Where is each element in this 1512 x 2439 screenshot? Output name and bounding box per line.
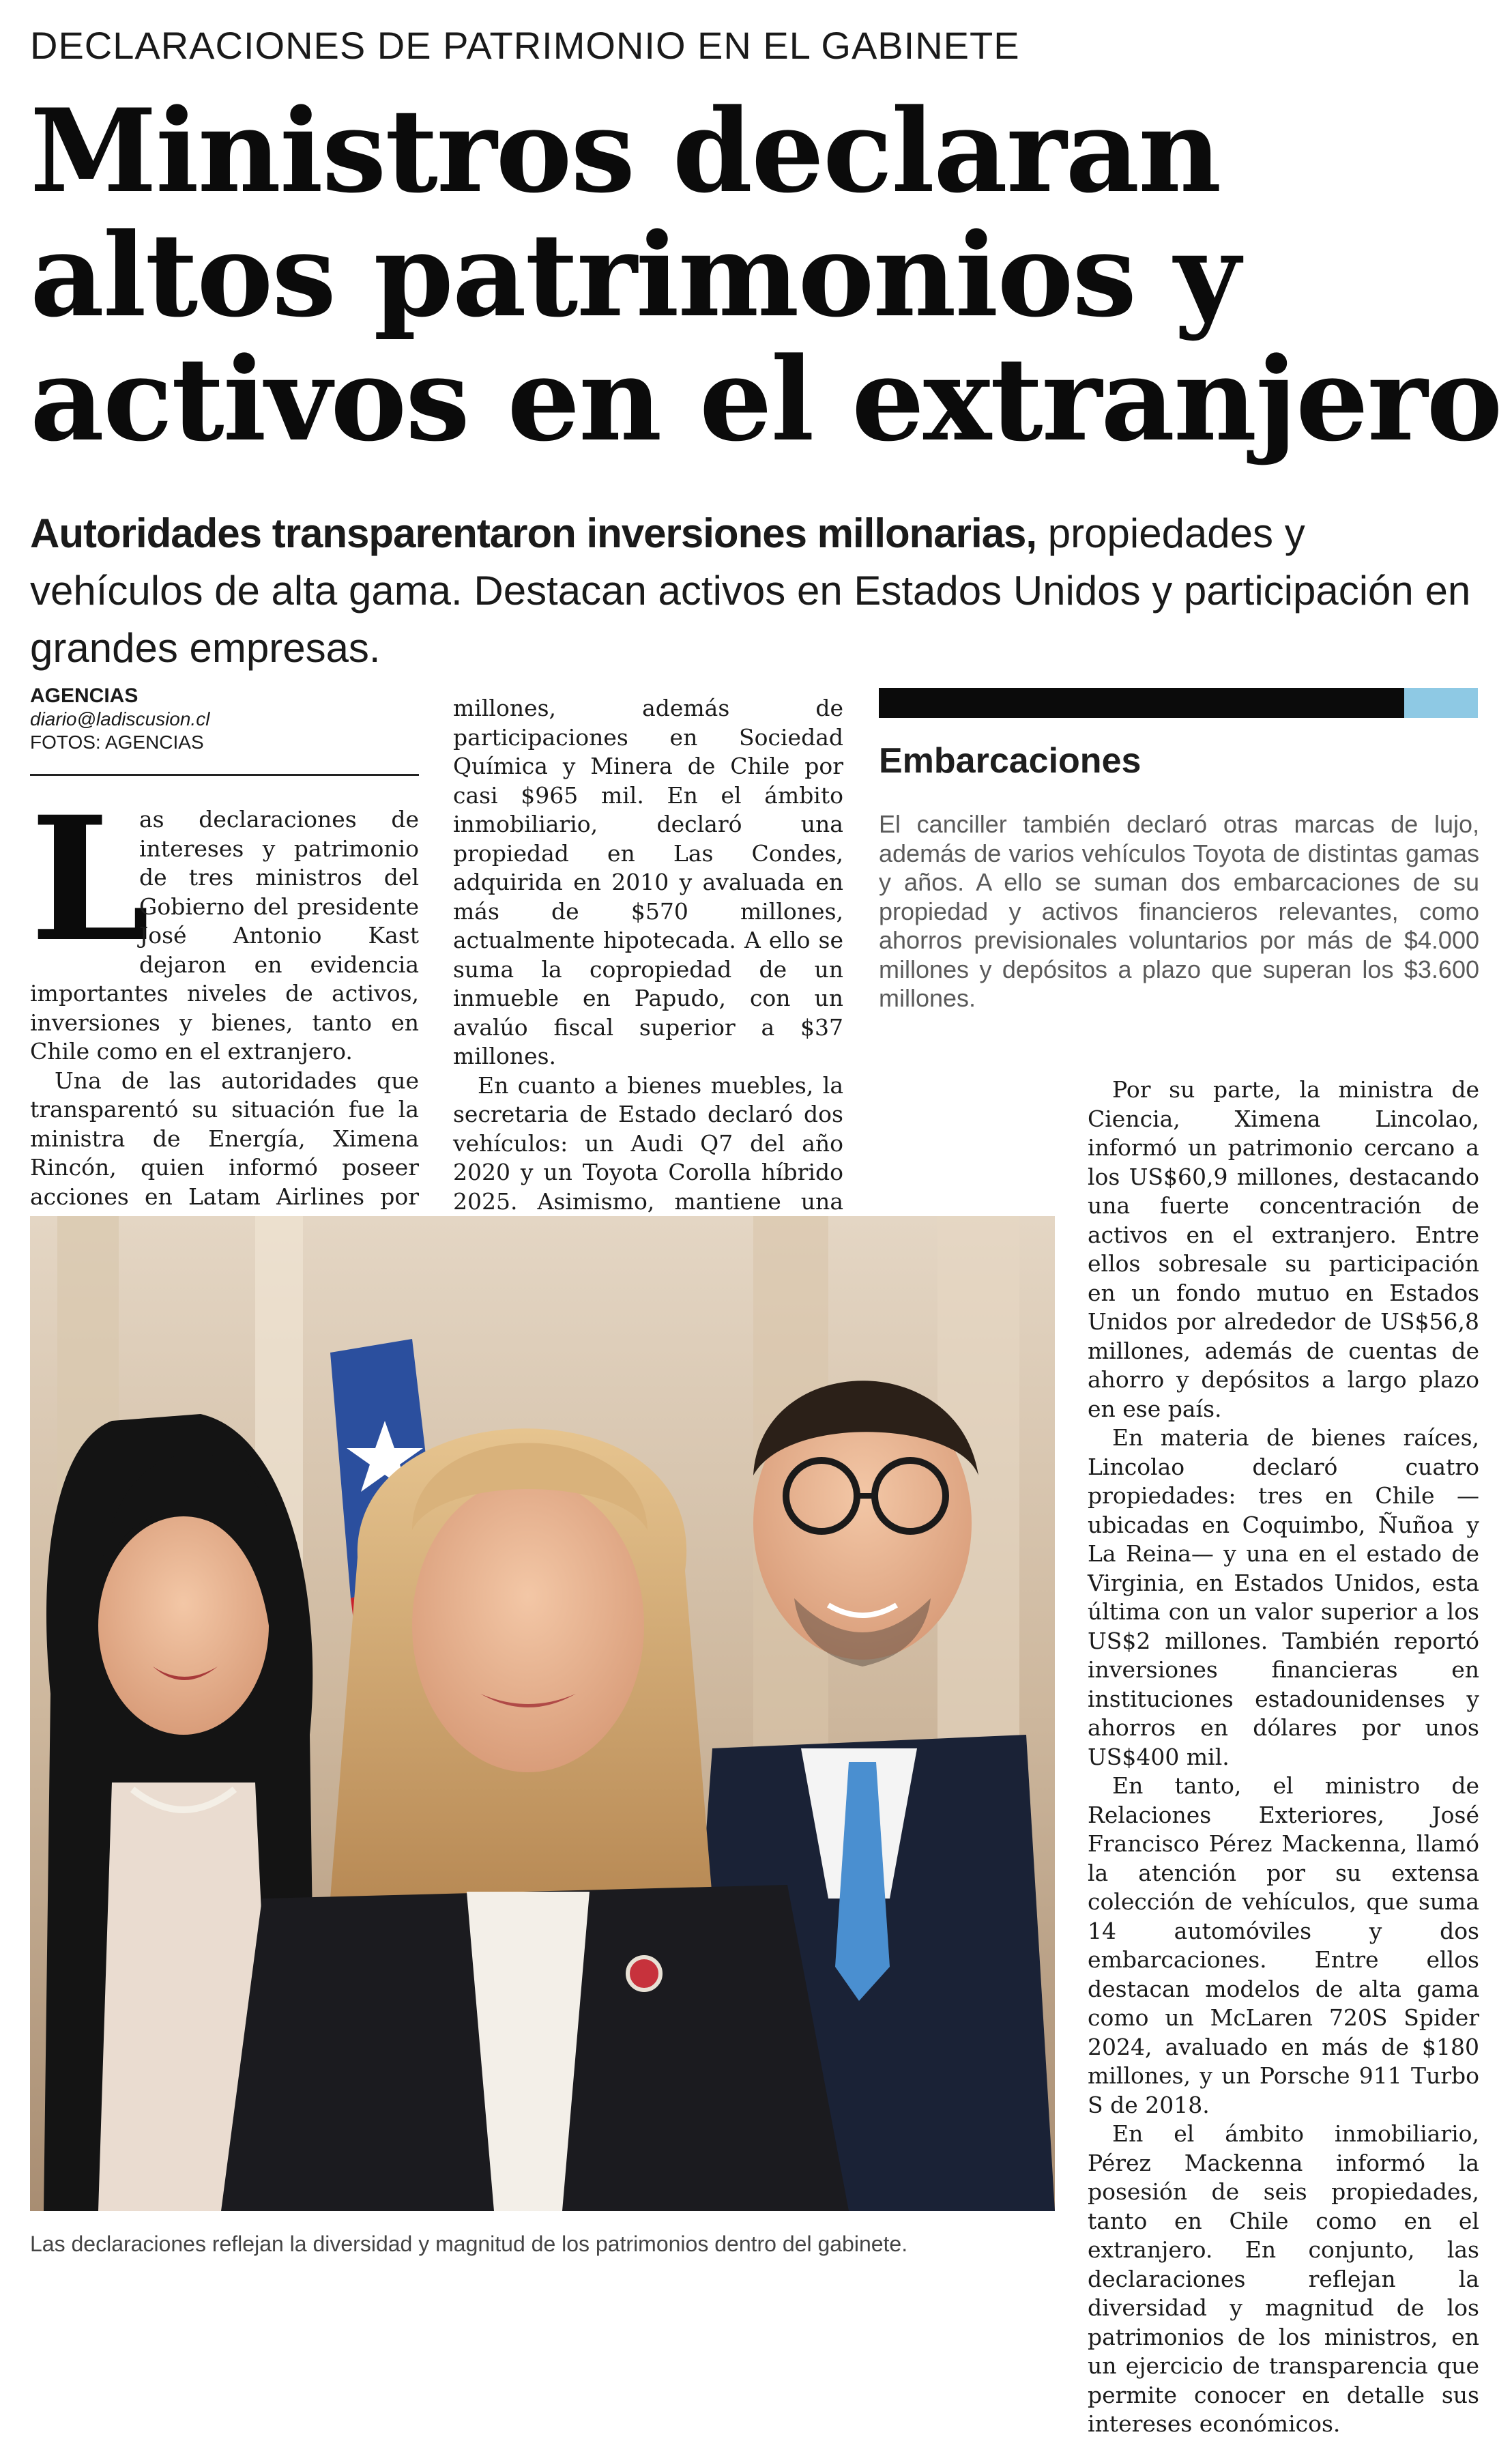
byline-divider bbox=[30, 774, 419, 776]
deck-text: propiedades y vehículos de alta gama. Destacan activos en Estados Unidos y participación en grandes empresas. bbox=[30, 510, 1471, 671]
paragraph: En tanto, el ministro de Relaciones Exteriores, José Francisco Pérez Mackenna, llamó la atención por su extensa colección de vehículos, que suma 14 automóviles y dos embarcaciones. Entre ellos destacan modelos de alta gama como un McLaren 720S Spider 2024, avaluado en más de $180 millones, y un Porsche 911 Turbo S de 2018. bbox=[1088, 1772, 1479, 2118]
article-column-2 bbox=[453, 694, 843, 1274]
deck-bold: Autoridades transparentaron inversiones millonarias, bbox=[30, 510, 1037, 556]
sidebar-body: El canciller también declaró otras marcas de lujo, además de varios vehículos Toyota de distintas gamas y años. A ello se suman dos embarcaciones de su propiedad y activos financieros relevantes, como ahorros previsionales voluntarios por más de $4.000 millones y depósitos a plazo que superan los $3.600 millones. bbox=[879, 810, 1479, 1012]
paragraph: millones, además de participaciones en Sociedad Química y Minera de Chile por casi $965 mil. En el ámbito inmobiliario, declaró una propiedad en Las Condes, adquirida en 2010 y avaluada en más de $570 millones, actualmente hipotecada. A ello se suma la copropiedad de un inmueble en Papudo, con un avalúo fiscal superior a $37 millones. bbox=[453, 695, 843, 1069]
byline-photos: FOTOS: AGENCIAS bbox=[30, 732, 204, 753]
sidebar-title: Embarcaciones bbox=[879, 741, 1142, 781]
byline-email: diario@ladiscusion.cl bbox=[30, 708, 210, 730]
paragraph: Una de las autoridades que transparentó su situación fue la ministra de Energía, Ximena Rincón, quien informó poseer acciones en Latam Airlines por bbox=[30, 1067, 419, 1210]
paragraph: En cuanto a bienes muebles, la secretaria de Estado declaró dos vehículos: un Audi Q7 del año 2020 y un Toyota Corolla híbrido 2025. Asimismo, mantiene una bbox=[453, 1071, 843, 1215]
sidebar-accent-bar bbox=[1404, 688, 1478, 718]
byline bbox=[30, 684, 419, 754]
article-column-1 bbox=[30, 779, 419, 1241]
section-kicker: DECLARACIONES DE PATRIMONIO EN EL GABINETE bbox=[30, 24, 1020, 67]
paragraph: En materia de bienes raíces, Lincolao declaró cuatro propiedades: tres en Chile —ubicadas en Coquimbo, Ñuñoa y La Reina— y una en el estado de Virginia, en Estados Unidos, esta última con un valor superior a los US$2 millones. También reportó inversiones financieras en instituciones estadounidenses y ahorros en dólares por unos US$400 mil. bbox=[1088, 1424, 1479, 1770]
sidebar-header-bar bbox=[879, 688, 1404, 718]
headline-line-1: Ministros declaran bbox=[30, 83, 1221, 218]
paragraph: Por su parte, la ministra de Ciencia, Ximena Lincolao, informó un patrimonio cercano a los US$60,9 millones, destacando una fuerte concentración de activos en el extranjero. Entre ellos sobresale su participación en un fondo mutuo en Estados Unidos por alrededor de US$56,8 millones, además de cuentas de ahorro y depósitos a largo plazo en ese país. bbox=[1088, 1076, 1479, 1422]
headline bbox=[30, 83, 1502, 467]
headline-line-3: activos en el extranjero bbox=[30, 332, 1502, 467]
paragraph: En el ámbito inmobiliario, Pérez Mackenna informó la posesión de seis propiedades, tanto en Chile como en el extranjero. En conjunto, las declaraciones reflejan la diversidad y magnitud de los patrimonios de los ministros, en un ejercicio de transparencia que permite conocer en detalle sus intereses económicos. bbox=[1088, 2120, 1479, 2437]
deck bbox=[30, 505, 1477, 677]
byline-source: AGENCIAS bbox=[30, 684, 139, 707]
drop-cap: L bbox=[30, 779, 150, 979]
headline-line-2: altos patrimonios y bbox=[30, 207, 1240, 343]
paragraph: as declaraciones de intereses y patrimonio de tres ministros del Gobierno del presidente José Antonio Kast dejaron en evidencia importantes niveles de activos, inversiones y bienes, tanto en Chile como en el extranjero. bbox=[30, 806, 419, 1065]
ministers-photo bbox=[30, 1216, 1055, 2211]
photo-caption: Las declaraciones reflejan la diversidad y magnitud de los patrimonios dentro del gabinete. bbox=[30, 2232, 908, 2256]
article-column-3 bbox=[1088, 1076, 1479, 2439]
